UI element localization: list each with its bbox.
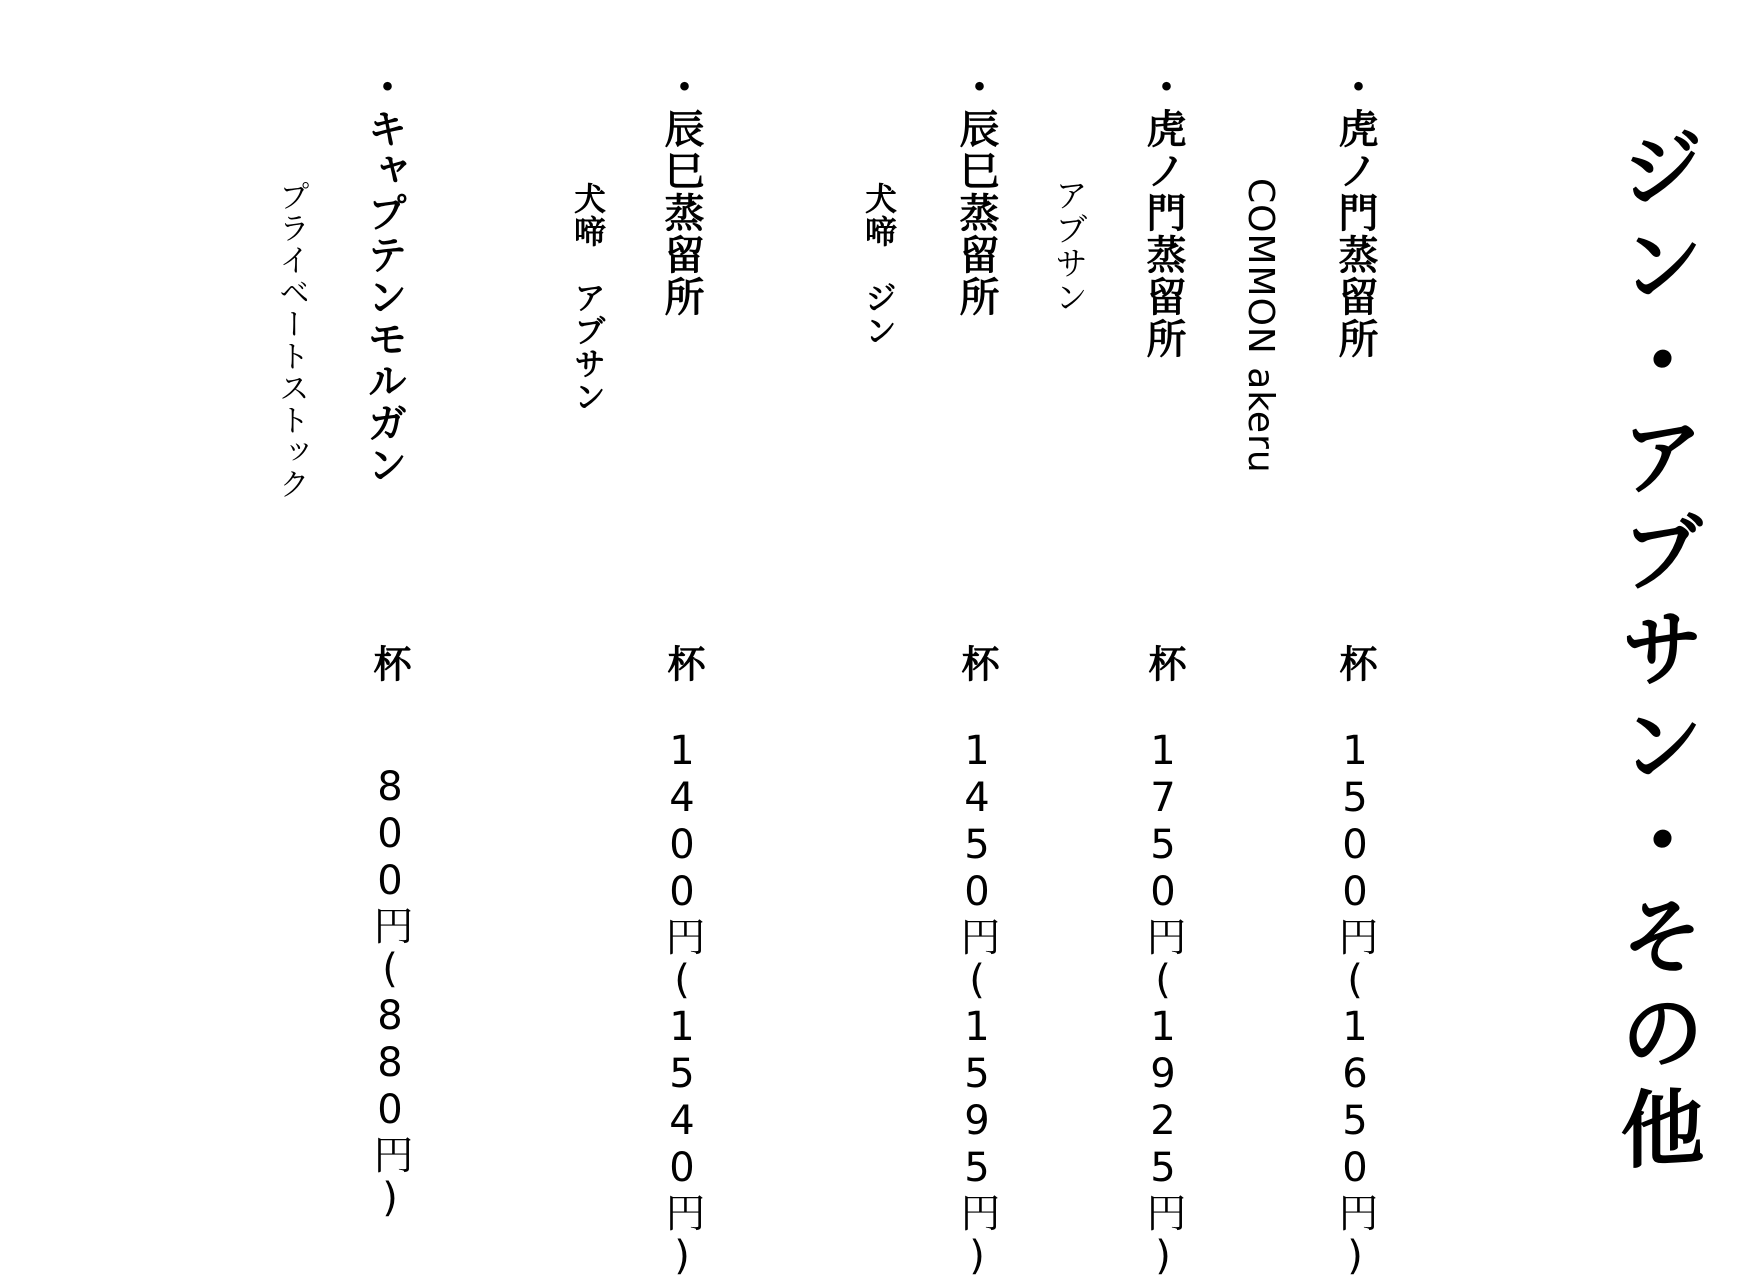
item-1-price: 1500円(1650円)	[1332, 728, 1378, 1280]
item-5-price: 800円(880円)	[367, 764, 413, 1222]
item-4-price: 1400円(1540円)	[659, 728, 705, 1280]
item-1-unit: 杯	[1333, 644, 1377, 682]
item-2-price: 1750円(1925円)	[1140, 728, 1186, 1280]
item-4-unit: 杯	[661, 644, 705, 682]
item-5-name: ・キャプテンモルガン	[361, 66, 407, 486]
item-3-unit: 杯	[955, 644, 999, 682]
item-4-name: ・辰巳蒸留所	[658, 66, 704, 318]
item-3-sub: 犬啼 ジン	[860, 182, 898, 347]
item-5-unit: 杯	[367, 644, 411, 682]
item-2-unit: 杯	[1142, 644, 1186, 682]
item-2-sub: アブサン	[1050, 178, 1089, 314]
item-5-sub: プライベートストック	[273, 180, 309, 500]
page-title: ジン・アブサン・その他	[1607, 122, 1706, 1184]
item-1-name: ・虎ノ門蒸留所	[1332, 66, 1378, 360]
item-2-name: ・虎ノ門蒸留所	[1140, 66, 1186, 360]
item-4-sub: 犬啼 アブサン	[569, 182, 607, 413]
item-3-price: 1450円(1595円)	[954, 728, 1000, 1280]
item-3-name: ・辰巳蒸留所	[953, 66, 999, 318]
item-1-sub: COMMON akeru	[1240, 178, 1281, 474]
